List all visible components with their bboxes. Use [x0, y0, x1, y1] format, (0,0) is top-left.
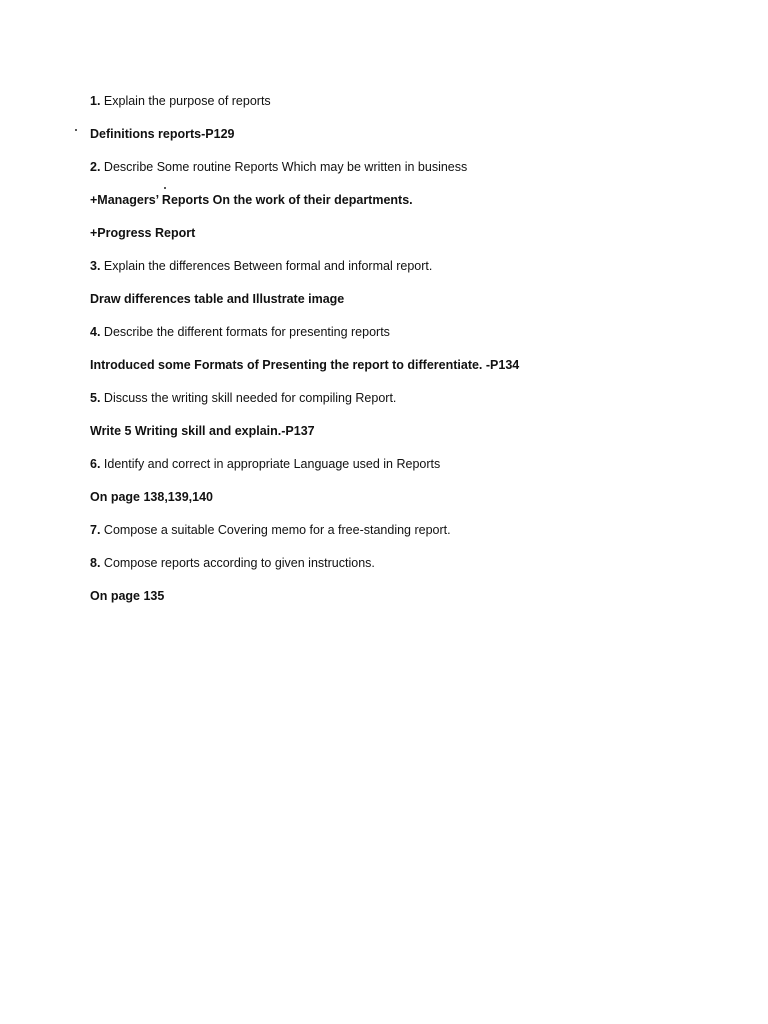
question-1	[90, 93, 730, 109]
question-number: 5.	[90, 391, 101, 405]
question-3	[90, 258, 730, 274]
answer-6: On page 138,139,140	[90, 490, 213, 504]
question-6	[90, 456, 730, 472]
answer-3: Draw differences table and Illustrate image	[90, 292, 345, 306]
question-text: Compose a suitable Covering memo for a free-standing report.	[100, 523, 451, 537]
question-5	[90, 390, 730, 406]
question-text: Discuss the writing skill needed for compiling Report.	[100, 391, 397, 405]
question-8	[90, 555, 730, 571]
question-number: 3.	[90, 259, 101, 273]
answer-2b: +Progress Report	[90, 226, 196, 240]
question-number: 2.	[90, 160, 101, 174]
stray-dot-mark	[75, 129, 77, 131]
question-list	[90, 93, 730, 621]
question-2	[90, 159, 730, 175]
question-text: Describe Some routine Reports Which may be written in business	[100, 160, 468, 174]
question-7	[90, 522, 730, 538]
question-text: Describe the different formats for presenting reports	[100, 325, 390, 339]
question-number: 1.	[90, 94, 101, 108]
question-text: Explain the purpose of reports	[100, 94, 271, 108]
answer-1: Definitions reports-P129	[90, 127, 235, 141]
question-number: 4.	[90, 325, 101, 339]
question-4	[90, 324, 730, 340]
question-number: 7.	[90, 523, 101, 537]
answer-2a: +Managers’ Reports On the work of their departments.	[90, 193, 413, 207]
answer-4: Introduced some Formats of Presenting the report to differentiate. -P134	[90, 358, 520, 372]
answer-8: On page 135	[90, 589, 165, 603]
question-text: Identify and correct in appropriate Language used in Reports	[100, 457, 441, 471]
question-text: Compose reports according to given instructions.	[100, 556, 375, 570]
question-text: Explain the differences Between formal and informal report.	[100, 259, 433, 273]
question-number: 6.	[90, 457, 101, 471]
question-number: 8.	[90, 556, 101, 570]
answer-5: Write 5 Writing skill and explain.-P137	[90, 424, 315, 438]
